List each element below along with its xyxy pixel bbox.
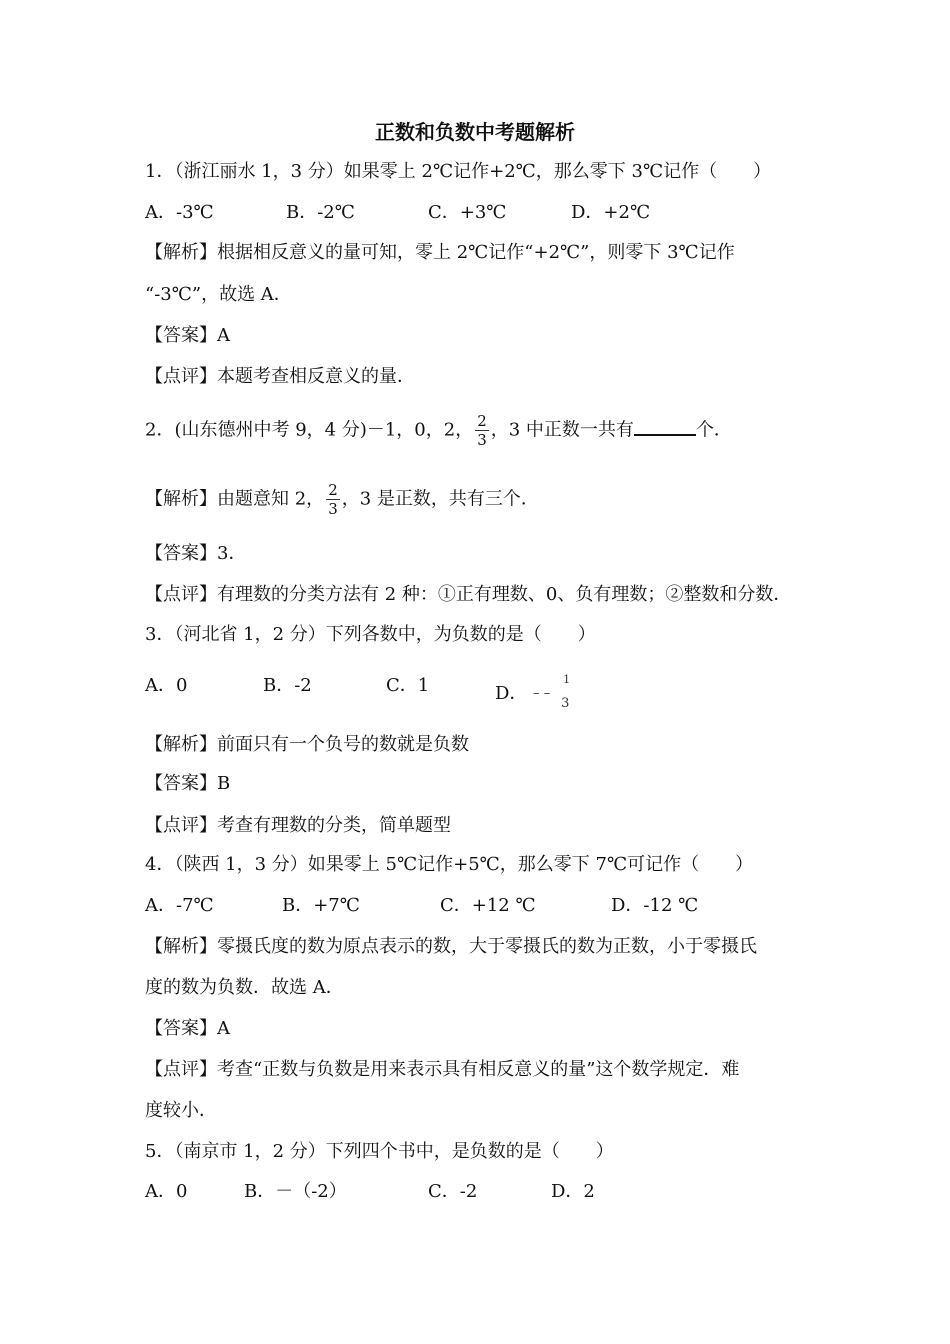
q4-analysis-line2: 度的数为负数．故选 A． <box>145 977 344 998</box>
q4-stem: 4．（陕西 1，3 分）如果零上 5℃记作+5℃，那么零下 7℃可记作（ ） <box>145 854 754 875</box>
q3-stem: 3．（河北省 1，2 分）下列各数中，为负数的是（ ） <box>145 624 596 645</box>
q4-comment-line2: 度较小． <box>145 1100 217 1121</box>
q2-answer-blank <box>634 416 696 436</box>
q2-stem <box>145 412 732 449</box>
q5-option-d: D．2 <box>551 1181 595 1202</box>
q4-option-d: D．-12 ℃ <box>611 895 699 916</box>
q2-frac-num: 2 <box>477 412 487 430</box>
q5-stem: 5．（南京市 1，2 分）下列四个书中，是负数的是（ ） <box>145 1141 614 1162</box>
q1-analysis-line1: 【解析】根据相反意义的量可知，零上 2℃记作“+2℃”，则零下 3℃记作 <box>145 242 735 263</box>
q1-option-c: C．+3℃ <box>428 202 507 223</box>
q4-option-c: C．+12 ℃ <box>440 895 536 916</box>
q2-analysis-fraction <box>326 481 340 518</box>
q3-option-d <box>495 674 573 714</box>
q3-option-b: B．-2 <box>263 675 312 696</box>
page-title: 正数和负数中考题解析 <box>375 120 575 144</box>
q3-analysis: 【解析】前面只有一个负号的数就是负数 <box>145 734 469 755</box>
q1-option-d: D．+2℃ <box>571 202 651 223</box>
q5-option-a: A．0 <box>145 1181 188 1202</box>
q3-option-d-label: D． <box>495 683 528 704</box>
q2-analysis-frac-num: 2 <box>328 481 338 499</box>
q2-analysis-pre: 【解析】由题意知 2， <box>145 488 325 510</box>
q3-d-dash: – – <box>533 686 551 701</box>
q4-analysis-line1: 【解析】零摄氏度的数为原点表示的数，大于零摄氏的数为正数，小于零摄氏 <box>145 936 757 957</box>
q1-answer: 【答案】A <box>145 325 230 346</box>
q1-option-a: A．-3℃ <box>145 202 214 223</box>
q3-d-den: 3 <box>561 696 570 711</box>
q3-comment: 【点评】考查有理数的分类，简单题型 <box>145 815 451 836</box>
q2-comment: 【点评】有理数的分类方法有 2 种：①正有理数、0、负有理数；②整数和分数． <box>145 584 792 605</box>
q2-analysis <box>145 481 539 518</box>
q5-option-b: B．－（-2） <box>244 1181 347 1202</box>
q4-comment-line1: 【点评】考查“正数与负数是用来表示具有相反意义的量”这个数学规定．难 <box>145 1059 740 1080</box>
q2-stem-post: ，3 中正数一共有 <box>490 419 634 441</box>
q3-option-a: A．0 <box>145 675 188 696</box>
q2-analysis-frac-den: 3 <box>328 500 338 518</box>
q2-stem-pre: 2．(山东德州中考 9，4 分)－1，0，2， <box>145 419 474 441</box>
q5-option-c: C．-2 <box>428 1181 478 1202</box>
q4-answer: 【答案】A <box>145 1018 230 1039</box>
q1-stem: 1．（浙江丽水 1，3 分）如果零上 2℃记作+2℃，那么零下 3℃记作（ ） <box>145 161 772 182</box>
q3-answer: 【答案】B <box>145 773 231 794</box>
q2-answer: 【答案】3． <box>145 543 247 564</box>
q3-option-c: C．1 <box>386 675 430 696</box>
q3-option-d-fraction <box>533 674 573 714</box>
q1-comment: 【点评】本题考查相反意义的量． <box>145 366 415 387</box>
q4-option-b: B．+7℃ <box>282 895 360 916</box>
q1-analysis-line2: “-3℃”，故选 A． <box>145 284 292 305</box>
q3-d-num: 1 <box>563 673 571 686</box>
q1-option-b: B．-2℃ <box>286 202 355 223</box>
q4-option-a: A．-7℃ <box>145 895 214 916</box>
q2-frac-den: 3 <box>477 431 487 449</box>
q2-stem-end: 个． <box>695 419 732 441</box>
q2-stem-fraction <box>475 412 489 449</box>
q2-analysis-post: ，3 是正数，共有三个． <box>341 488 539 510</box>
